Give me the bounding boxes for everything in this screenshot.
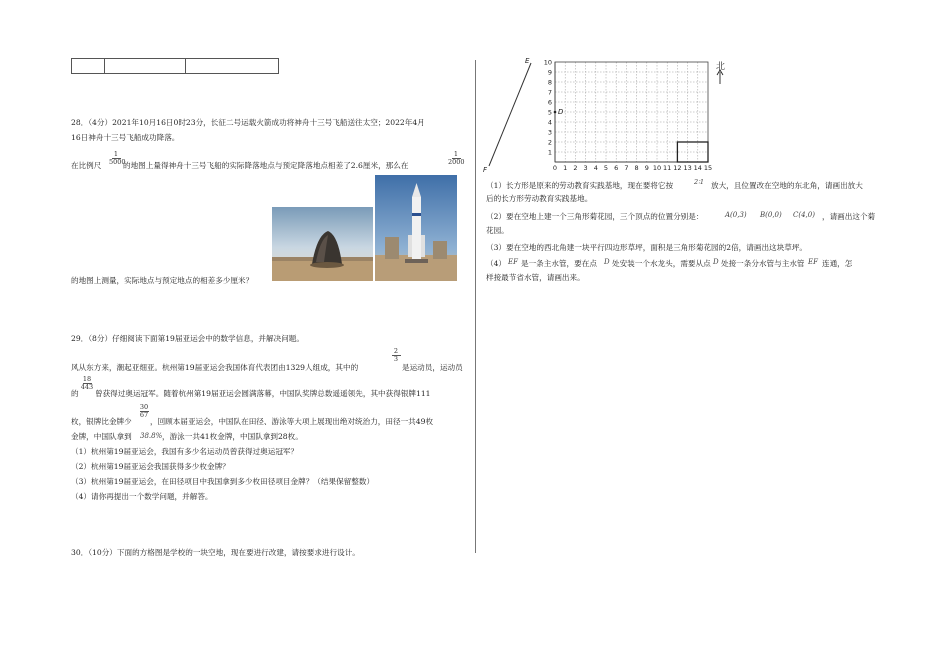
q29-sub3: （3）杭州第19届亚运会，在田径项目中我国拿到多少枚田径项目金牌？（结果保留整数） xyxy=(71,477,375,486)
right-p4f: 连通，怎 xyxy=(822,259,853,268)
ef-label: EF xyxy=(508,258,518,266)
q29-fraction-18-443: 18 443 xyxy=(80,375,94,391)
q29-fraction-2-3: 2 3 xyxy=(391,348,401,363)
right-p2b: ，请画出这个菊 xyxy=(822,212,876,221)
column-divider xyxy=(475,60,476,553)
ef-label-2: EF xyxy=(808,258,818,266)
capsule-image xyxy=(272,207,373,281)
main-pipe-ef xyxy=(489,63,531,166)
x-tick-label: 8 xyxy=(634,164,639,172)
q30-line1: 30．（10分）下面的方格图是学校的一块空地，现在要进行改建，请按要求进行设计。 xyxy=(71,548,360,557)
point-d xyxy=(554,111,557,114)
right-p3: （3）要在空地的西北角建一块平行四边形草坪，面积是三角形菊花园的2倍，请画出这块草坪。 xyxy=(486,243,808,252)
right-p4e: 处接一条分水管与主水管 xyxy=(721,259,805,268)
x-tick-label: 1 xyxy=(563,164,568,172)
point-a-coord: A(0,3) xyxy=(725,211,747,219)
right-ratio: 2∶1 xyxy=(694,178,704,186)
q29-line5b: ，游泳一共41枚金牌，中国队拿到28枚。 xyxy=(162,432,303,441)
y-tick-label: 9 xyxy=(547,68,552,77)
y-tick-label: 8 xyxy=(547,78,552,87)
right-p4g: 样接最节省水管，请画出来。 xyxy=(486,273,585,282)
grid-lines xyxy=(555,62,708,162)
grid-figure xyxy=(480,54,740,178)
x-tick-label: 14 xyxy=(693,164,702,172)
right-p1b: 放大，且位置改在空地的东北角，请画出放大 xyxy=(711,181,863,190)
q29-line3a: 的 xyxy=(71,389,79,398)
q29-line5a: 金牌，中国队拿到 xyxy=(71,432,132,441)
x-tick-label: 2 xyxy=(573,164,578,172)
x-tick-label: 3 xyxy=(583,164,588,172)
x-tick-labels xyxy=(553,164,712,172)
x-tick-label: 10 xyxy=(652,164,662,172)
q29-sub1: （1）杭州第19届亚运会，我国有多少名运动员曾获得过奥运冠军？ xyxy=(71,447,299,456)
score-cell xyxy=(72,59,105,74)
q29-line1: 29．（8分）仔细阅读下面第19届亚运会中的数学信息，并解决问题。 xyxy=(71,334,304,343)
point-f-label: F xyxy=(483,166,488,174)
score-table xyxy=(71,58,279,74)
q28-line3a: 在比例尺 xyxy=(71,161,102,170)
y-tick-label: 10 xyxy=(543,58,552,67)
right-p4a: （4） xyxy=(486,259,507,268)
q29-sub4: （4）请你再提出一个数学问题，并解答。 xyxy=(71,492,213,501)
x-tick-label: 12 xyxy=(673,164,682,172)
q29-line4b: ，回顾本届亚运会，中国队在田径、游泳等大项上展现出绝对统治力，田径一共49枚 xyxy=(150,417,434,426)
capsule-photo xyxy=(272,207,373,281)
x-tick-label: 9 xyxy=(644,164,649,172)
rocket-photo xyxy=(375,175,457,281)
point-d-label: D xyxy=(558,108,564,116)
x-tick-label: 7 xyxy=(624,164,629,172)
q29-line3b: 曾获得过奥运冠军。随着杭州第19届亚运会圆满落幕，中国队奖牌总数遥遥领先，其中获得银牌111 xyxy=(95,389,431,398)
x-tick-label: 11 xyxy=(663,164,672,172)
right-p2a: （2）要在空地上建一个三角形菊花园，三个顶点的位置分别是： xyxy=(486,212,704,221)
d-label: D xyxy=(604,258,610,266)
y-tick-label: 1 xyxy=(547,148,552,157)
q29-fraction-30-67: 30 67 xyxy=(139,403,149,419)
right-p1c: 后的长方形劳动教育实践基地。 xyxy=(486,194,593,203)
y-tick-label: 7 xyxy=(547,88,552,97)
q29-percent: 38.8% xyxy=(140,432,163,440)
q28-line4: 的地图上测量，实际地点与预定地点的相差多少厘米？ xyxy=(71,276,254,285)
right-p4b: 是一条主水管，要在点 xyxy=(521,259,597,268)
q28-scale-fraction: 1 5000 xyxy=(109,150,126,166)
q29-line2b: 是运动员，运动员 xyxy=(402,363,463,372)
y-tick-label: 2 xyxy=(547,138,552,147)
q29-line4a: 枚，银牌比金牌少 xyxy=(71,417,132,426)
point-e-label: E xyxy=(525,57,530,65)
y-tick-label: 4 xyxy=(547,118,552,127)
score-cell xyxy=(186,59,279,74)
q29-sub2: （2）杭州第19届亚运会我国获得多少枚金牌？ xyxy=(71,462,230,471)
x-tick-label: 15 xyxy=(703,164,713,172)
q28-line3b: 的地图上量得神舟十三号飞船的实际降落地点与预定降落地点相差了2.6厘米，那么在 xyxy=(123,161,409,170)
d-label-2: D xyxy=(713,258,719,266)
rocket-image xyxy=(375,175,457,281)
point-b-coord: B(0,0) xyxy=(760,211,782,219)
x-tick-label: 6 xyxy=(614,164,619,172)
north-label: 北 xyxy=(716,62,726,72)
score-cell xyxy=(105,59,186,74)
x-tick-label: 13 xyxy=(683,164,692,172)
x-tick-label: 5 xyxy=(603,164,609,172)
right-p2c: 花园。 xyxy=(486,226,509,235)
x-tick-label: 4 xyxy=(593,164,598,172)
y-tick-label: 3 xyxy=(547,128,552,137)
x-tick-label: 0 xyxy=(552,164,558,172)
point-c-coord: C(4,0) xyxy=(793,211,815,219)
q28-line2: 16日神舟十三号飞船成功降落。 xyxy=(71,133,180,142)
y-tick-label: 5 xyxy=(547,108,552,117)
y-tick-labels xyxy=(544,58,552,156)
q28-line1: 28．（4分）2021年10月16日0时23分，长征二号运载火箭成功将神舟十三号飞船送往太空；2022年4月 xyxy=(71,118,425,127)
q28-scale2-fraction: 1 2000 xyxy=(448,150,465,166)
q29-line2a: 风从东方来，潮起亚细亚。杭州第19届亚运会我国体育代表团由1329人组成，其中的 xyxy=(71,363,359,372)
right-p4c: 处安装一个水龙头，需要从点 xyxy=(612,259,711,268)
y-tick-label: 6 xyxy=(547,98,552,107)
right-p1a: （1）长方形是原来的劳动教育实践基地，现在要将它按 xyxy=(486,181,674,190)
